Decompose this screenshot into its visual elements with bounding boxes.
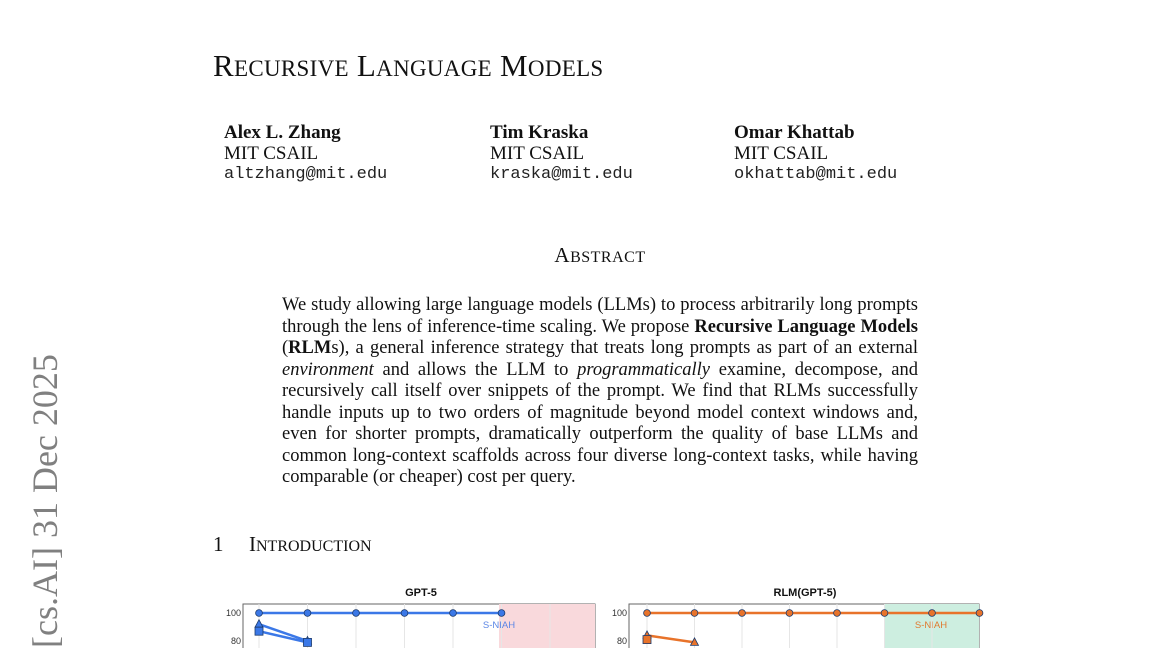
right-data-point	[786, 610, 793, 617]
author-block	[490, 122, 633, 185]
rlm-name-bold: Recursive Language Models	[694, 316, 919, 337]
right-data-point	[881, 610, 888, 617]
abstract-heading: ABSTRACT	[554, 243, 646, 267]
section-heading-introduction: 1 INTRODUCTION	[213, 532, 372, 556]
chart-left-ytick: 100	[225, 608, 241, 618]
chart-left-title: GPT-5	[405, 587, 437, 599]
left-data-point	[255, 627, 263, 635]
figure-charts	[215, 580, 985, 648]
chart-left-ytick: 80	[230, 636, 241, 646]
chart-left-band-label: S-NIAH	[482, 620, 516, 631]
left-data-point	[256, 610, 263, 617]
right-data-point	[643, 636, 651, 644]
chart-right-ytick: 80	[616, 636, 627, 646]
author-email[interactable]: altzhang@mit.edu	[224, 165, 388, 184]
left-data-point	[304, 610, 311, 617]
author-name: Tim Kraska	[490, 122, 589, 143]
rlm-acronym-bold: RLM	[288, 338, 332, 358]
left-data-point	[498, 610, 505, 617]
author-name: Omar Khattab	[734, 122, 855, 143]
author-name: Alex L. Zhang	[224, 122, 341, 143]
right-data-point	[929, 610, 936, 617]
paper-title: RECURSIVE LANGUAGE MODELS	[213, 48, 604, 83]
left-data-point	[353, 610, 360, 617]
author-block	[224, 122, 387, 185]
author-affiliation: MIT CSAIL	[224, 143, 319, 164]
author-email[interactable]: okhattab@mit.edu	[734, 165, 898, 184]
abstract-text: We study allowing large language models (LLMs) to process arbitrarily long prompts through the lens of inference-time scaling. We propose Recursive Language Models (RLMs), a general inference strategy that treats long prompts as part of an external environment and allows the LLM to programmatically examine, decompose, and recursively call itself over snippets of the prompt. We find that RLMs successfully handle inputs up to two orders of magnitude beyond model context windows and, even for shorter prompts, dramatically outperform the quality of base LLMs and common long-context scaffolds across four diverse long-context tasks, while having comparable (or cheaper) cost per query.	[282, 295, 919, 487]
author-block	[734, 122, 897, 185]
right-data-point	[834, 610, 841, 617]
chart-right-band-label: S-NIAH	[914, 620, 948, 631]
right-data-point	[739, 610, 746, 617]
left-data-point	[450, 610, 457, 617]
right-data-point	[976, 610, 983, 617]
chart-right-title: RLM(GPT-5)	[773, 587, 837, 599]
author-affiliation: MIT CSAIL	[490, 143, 585, 164]
left-data-point	[401, 610, 408, 617]
arxiv-identifier-stamp: [cs.AI] 31 Dec 2025	[25, 354, 65, 648]
figure-1	[215, 580, 985, 648]
author-email[interactable]: kraska@mit.edu	[490, 165, 633, 184]
right-data-point	[691, 610, 698, 617]
author-affiliation: MIT CSAIL	[734, 143, 829, 164]
right-data-point	[644, 610, 651, 617]
left-data-point	[304, 638, 312, 646]
chart-right-ytick: 100	[611, 608, 627, 618]
